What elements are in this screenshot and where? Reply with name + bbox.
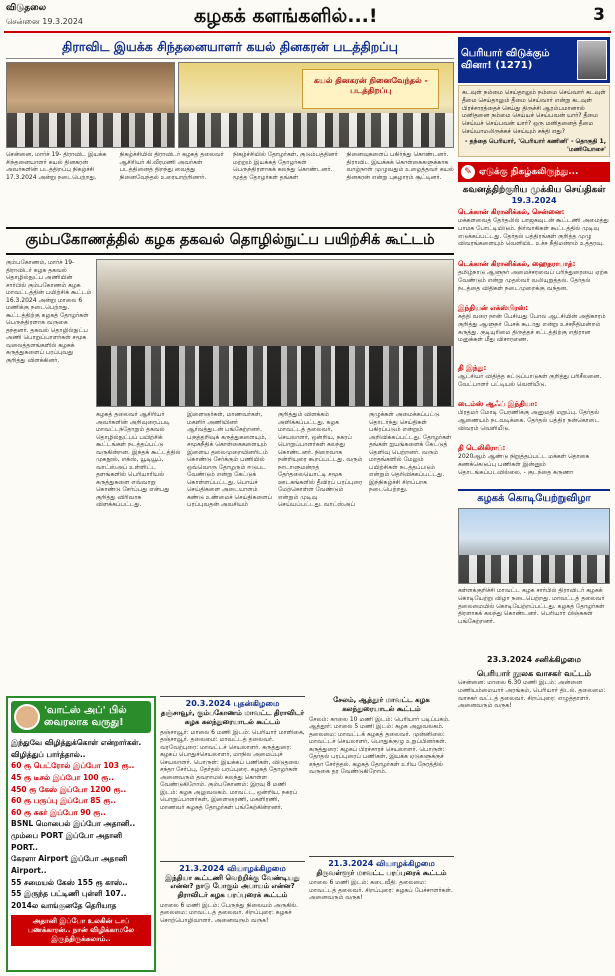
paper-name: விடுதலை <box>6 3 47 13</box>
ad-line: BSNL மொபைல் இப்போ அதானி.. <box>11 819 136 829</box>
section-title: கழகக் களங்களில்...! <box>194 5 378 27</box>
periyar-question-title: பெரியார் விடுக்கும் வினா! (1271) <box>461 48 550 71</box>
people-silhouette <box>97 346 453 406</box>
ad-line: மும்பை PORT இப்போ அதானி PORT.. <box>11 831 123 852</box>
event-listings <box>160 696 454 972</box>
news-source: தி டெலிகிராப்: <box>458 444 506 453</box>
news-text: பிரதமர் மோடி பேரணிக்கு அனுமதி மறுப்பு. தேர்தல் ஆணையம் நடவடிக்கை. தேர்தல் பத்திர நன்கொடை விவரம் வெளியீடு. <box>458 409 600 432</box>
story2-lead: கும்பகோணம், மார்ச் 19- திராவிடர் கழக தகவல் தொழில்நுட்ப அணியின் சார்பில் கும்பகோணம் கழக மாவட்டத்தின் பயிற்சிக் கூட்டம் 16.3.2024 அன்று மாலை 6 மணிக்கு நடைபெற்றது. கூட்டத்திற்கு கழகத் தோழர்கள் பெருந்திரளாக வருகை தந்தனர். தகவல் தொழில்நுட்ப அணி பொறுப்பாளர்கள் சமூக வலைத்தளங்களில் கழகக் கருத்துகளைப் பரப்புவது குறித்து விளக்கினர். <box>6 259 92 364</box>
periyar-question-header <box>458 37 610 83</box>
periyar-portrait-icon <box>577 40 607 80</box>
news-text: ஆட்சியர் விதித்த கட்டுப்பாடுகள் குறித்து பரிசீலனை. வேட்பாளர் பட்டியல் வெளியீடு. <box>458 373 602 389</box>
event-text: மாலை 6 மணி இடம்: பேருந்து நிலையம் அருகில். தலைமை: மாவட்டத் தலைவர். சிறப்புரை: கழகச் சொற்பொழிவாளர். அனைவரும் வருக! <box>160 901 299 924</box>
event-text: சென்னை: மாலை 6.30 மணி இடம்: அன்னை மணியம்மையார் அரங்கம், பெரியார் திடல். தலைமை: வாசகர் வட்டத் தலைவர். சிறப்புரை: எழுத்தாளர். அனைவரும் வருக! <box>458 679 606 710</box>
ad-line: 450 ரூ கேஸ் இப்போ 1200 ரூ.. <box>11 784 127 794</box>
event-photo-right <box>178 62 454 148</box>
event-title: சேலம், ஆத்தூர் மாவட்ட கழக கலந்துரையாடல் கூட்டம் <box>333 696 430 713</box>
event-banner: கயல் தினகரன் நினைவேந்தல் - படத்திறப்பு <box>302 69 439 109</box>
news-source: தி இந்து: <box>458 364 487 373</box>
ad-line: 2014ல வாங்குனதே தெரியாத <box>11 900 117 910</box>
people-silhouette <box>459 555 609 583</box>
event-text: தஞ்சாவூர்: மாலை 6 மணி இடம்: பெரியார் மாளிகை, தஞ்சாவூர். தலைமை: மாவட்டத் தலைவர். வரவேற்புரை: மாவட்டச் செயலாளர். கருத்துரை: கழகப் பொதுச்செயலாளர், மாநில அமைப்புச் செயலாளர். பொருள்: இயக்கப் பணிகள், விடுதலை சந்தா சேர்ப்பு, தேர்தல் பரப்புரை. கழகத் தோழர்கள் அனைவரும் தவறாமல் கலந்து கொள்ள வேண்டுகிறோம். கும்பகோணம்: இரவு 8 மணி இடம்: கழக அலுவலகம். மாவட்ட, ஒன்றிய, நகரப் பொறுப்பாளர்கள், இளைஞரணி, மகளிரணி, மாணவர் கழகத் தோழர்கள் பங்கேற்கின்றனர். <box>160 728 305 811</box>
event-column-1 <box>160 696 305 972</box>
event-title: தஞ்சாவூர், கும்பகோணம் மாவட்ட திராவிடர் கழக கலந்துரையாடல் கூட்டம் <box>160 709 305 726</box>
event-photo-left <box>6 62 175 148</box>
news-source: டெக்கான் கிரானிக்கல், சென்னை: <box>458 208 565 217</box>
page-number: 3 <box>593 5 605 25</box>
event-title: இந்தியா கூட்டணி வெற்றிக்கு வேண்டியது என்ன? நாடு போகும் அபாயம் என்ன? திராவிடர் கழக பரப்புரைக் கூட்டம் <box>165 873 300 899</box>
press-digest-bar <box>458 162 610 182</box>
event-date: 23.3.2024 சனிக்கிழமை <box>487 655 581 665</box>
flag-hoisting-title: கழகக் கொடியேற்றுவிழா <box>458 489 610 505</box>
ad-line: கேரளா Airport இப்போ அதானி Airport.. <box>11 854 128 875</box>
event-title: பெரியார் நூலக வாசகர் வட்டம் <box>476 669 592 679</box>
event-text: மாலை 6 மணி இடம்: கடைவீதி. தலைமை: மாவட்டத் தலைவர். சிறப்புரை: கழகப் பேச்சாளர்கள். அனைவரும் வருக! <box>309 879 453 902</box>
whatsapp-ad <box>6 696 156 972</box>
event-column-2 <box>309 696 454 972</box>
news-text: தமிழ்நாடு ஆளுநர் அமைச்சரவைப் பரிந்துரையை ஏற்க வேண்டும் என்று முதல்வர் வலியுறுத்தல். தேர்தல் நடத்தை விதிகள் நடைமுறைக்கு வந்தன. <box>458 269 608 292</box>
quote-text: கடவுள் நம்மை செய்தாலும் நம்மை செய்வார் கடவுள் தீமை செய்தாலும் தீமை செய்வார் என்று கடவுள் பிரச்சாரத்தைச் செய்து திருச்சி ஆரம்பமானால் மனிதனை நம்மை செய்யச் செய்பவன் யார்? தீமை செய்யச் செய்பவன் யார்? ஒரு மனிதனைத் தீமை செய்யாமலிருக்கச் செய்யும் சக்தி எது? <box>462 89 606 135</box>
ad-banner-text: 'வாட்ஸ் அப்' பில் வைரலாக வருது! <box>44 705 127 728</box>
news-title: கவனத்திற்குரிய முக்கிய செய்திகள் <box>462 185 606 196</box>
masthead <box>4 3 611 33</box>
news-text: 2020ஆம் ஆண்டு நிறுத்தப்பட்ட மக்கள் தொகை கணக்கெடுப்பு பணிகள் இன்னும் தொடங்கப்படவில்லை. - குடந்தை கருணா <box>458 453 590 476</box>
people-silhouette <box>7 113 174 147</box>
event-title: திருவள்ளூர் மாவட்ட பரப்புரைக் கூட்டம் <box>316 868 447 877</box>
ad-line: 45 ரூ டீசல் இப்போ 100 ரூ.. <box>11 772 114 782</box>
news-source: இந்தியன் எக்ஸ்பிரஸ்: <box>458 304 529 313</box>
event-date: 21.3.2024 வியாழக்கிழமை <box>309 856 454 869</box>
portrait-icon <box>14 704 40 730</box>
quote-attribution: - தந்தை பெரியார், 'பெரியார் கணினி' - தொகுதி 1, 'மணியோசை' <box>465 137 606 153</box>
news-text: சுத்தி வரை நான் பேசியது போல ஆட்சியின் அதிகாரம் குறித்து ஆளுநர் பேசக் கூடாது என்று உச்சநீதிமன்றம் கருத்து. குடியுரிமை திருத்தச் சட்டத்திற்கு எதிரான மனுக்கள் மீது விசாரணை. <box>458 313 606 344</box>
story1-caption: சென்னை, மார்ச் 19- திராவிட இயக்க சிந்தனையாளர் கயல் தினகரன் அவர்களின் படத்திறப்பு நிகழ்ச்சி 17.3.2024 அன்று நடைபெற்றது. நிகழ்ச்சியில் திராவிடர் கழகத் தலைவர் ஆசிரியர் கி.வீரமணி அவர்கள் படத்தினைத் திறந்து வைத்து நினைவேந்தல் உரையாற்றினார். நிகழ்ச்சியில் தோழர்கள், குடும்பத்தினர் மற்றும் இயக்கத் தோழர்கள் பெருந்திரளாகக் கலந்து கொண்டனர். மூத்த தோழர்கள் தங்கள் நினைவுகளைப் பகிர்ந்து கொண்டனர். திராவிட இயக்கக் கொள்கைகளுக்காக வாழ்நாள் முழுவதும் உழைத்தவர் கயல் தினகரன் என்று புகழாரம் சூட்டினர். <box>6 151 454 181</box>
story2-text: கழகத் தலைவர் ஆசிரியர் அவர்களின் அறிவுரைப்படி மாவட்டந்தோறும் தகவல் தொழில்நுட்பப் பயிற்சிக் கூட்டங்கள் நடத்தப்பட்டு வருகின்றன. இந்தக் கூட்டத்தில் முகநூல், எக்ஸ், யூடியூப், வாட்ஸ்அப் உள்ளிட்ட தளங்களில் பெரியாரியல் கருத்துகளை எவ்வாறு கொண்டு சேர்ப்பது என்பது குறித்து விரிவாக விளக்கப்பட்டது. இளைஞர்கள், மாணவர்கள், மகளிர் அணியினர் ஆர்வத்துடன் பங்கேற்றனர். பகுத்தறிவுக் கருத்துகளையும், சமூகநீதிக் கொள்கைகளையும் இளைய தலைமுறையினரிடம் கொண்டு சேர்க்கும் பணியில் ஒவ்வொரு தோழரும் ஈடுபட வேண்டும் என்று கேட்டுக் கொள்ளப்பட்டது. பொய்ச் செய்திகளை அடையாளம் கண்டு உண்மைச் செய்திகளைப் பரப்புவதன் அவசியம் குறித்தும் விளக்கம் அளிக்கப்பட்டது. கழக மாவட்டத் தலைவர், செயலாளர், ஒன்றிய, நகரப் பொறுப்பாளர்கள் கலந்து கொண்டனர். நிறைவாக நன்றியுரை கூறப்பட்டது. வரும் நாடாளுமன்றத் தேர்தலையொட்டி சமூக ஊடகங்களில் தீவிரப் பரப்புரை மேற்கொள்ள வேண்டும் என்றும் முடிவு செய்யப்பட்டது. வாட்ஸ்அப் குழுக்கள் அமைக்கப்பட்டு தொடர்ந்து செய்திகள் பகிரப்படும் என்றும் அறிவிக்கப்பட்டது. தோழர்கள் தங்கள் ஐயங்களைக் கேட்டுத் தெளிவு பெற்றனர். வரும் மாதங்களில் மேலும் பயிற்சிகள் நடத்தப்படும் என்றும் தெரிவிக்கப்பட்டது. இந்நிகழ்ச்சி சிறப்பாக நடைபெற்றது. <box>96 411 452 508</box>
ad-line: 60 ரூ சுகர் இப்போ 90 ரூ.. <box>11 807 106 817</box>
ad-banner <box>11 701 151 733</box>
story2-headline: கும்பகோணத்தில் கழக தகவல் தொழில்நுட்ப பயிற்சிக் கூட்டம் <box>6 227 454 255</box>
bottom-row <box>6 696 454 972</box>
flag-hoisting-text: கள்ளக்குறிச்சி மாவட்ட கழக சார்பில் திராவிடர் கழகக் கொடியேற்று விழா நடைபெற்றது. மாவட்டத் தலைவர் தலைமையில் கொடியேற்றப்பட்டது. கழகத் தோழர்கள் திரளாகக் கலந்து கொண்டனர். பெரியார் பிஞ்சுகள் பங்கேற்றனர். <box>458 587 605 626</box>
story1-photos <box>6 62 454 148</box>
periyar-quote <box>458 85 610 157</box>
event-text: சேலம்: காலை 10 மணி இடம்: பெரியார் படிப்பகம். ஆத்தூர்: மாலை 5 மணி இடம்: கழக அலுவலகம். தலைமை: மாவட்டக் கழகத் தலைவர். முன்னிலை: மாவட்டச் செயலாளர், பொதுக்குழு உறுப்பினர்கள். கருத்துரை: கழகப் பிரச்சாரச் செயலாளர். பொருள்: தேர்தல் பரப்புரைப் பணிகள், இயக்க ஏடுகளுக்குச் சந்தா சேர்த்தல். கழகத் தோழர்கள் உரிய நேரத்தில் வருகை தர வேண்டுகிறோம். <box>309 715 450 775</box>
meeting-photo <box>96 259 454 407</box>
ad-lines <box>11 737 151 911</box>
issue-date: சென்னை 19.3.2024 <box>6 17 83 26</box>
right-column <box>458 37 610 719</box>
news-text: மக்களவைத் தேர்தலில் பாஜகவுடன் கூட்டணி அமைத்து பாமக போட்டியிடும். நிர்வாகிகள் கூட்டத்தில் முடிவு எடுக்கப்பட்டது. தேர்தல் பத்திரங்கள் குறித்த முழு விவரங்களையும் வெளியிட உச்ச நீதிமன்றம் உத்தரவு. <box>458 217 609 248</box>
news-icon: ✎ <box>461 165 475 179</box>
story2-body <box>6 259 454 715</box>
ad-subintro: விழித்துப் பார்த்தால்.. <box>11 749 86 759</box>
news-source: டைம்ஸ் ஆஃப் இந்தியா: <box>458 400 538 409</box>
news-date: 19.3.2024 <box>511 196 557 206</box>
ad-line: 55 சமையல் கேஸ் 155 ரூ காஸ்.. <box>11 877 128 887</box>
ad-intro: இந்துவே விழித்துக்கொள் என்றார்கள். <box>11 738 142 747</box>
flag-hoisting-photo <box>458 508 610 584</box>
press-digest-label: ஏடுக்கு நிகழ்கலிருந்து... <box>479 166 579 177</box>
story2-main <box>96 259 454 715</box>
news-source: டெக்கான் கிரானிக்கல், ஹைதராபாத்: <box>458 260 576 269</box>
people-silhouette <box>179 113 453 147</box>
ad-line: 55 இருந்த பட்டிணி புள்ளி 107.. <box>11 889 127 899</box>
ad-line: 60 ரூ பருப்பு இப்போ 85 ரூ.. <box>11 796 117 806</box>
event-date: 21.3.2024 வியாழக்கிழமை <box>160 861 305 874</box>
story1-headline: திராவிட இயக்க சிந்தனையாளர் கயல் தினகரன் படத்திறப்பு <box>6 37 454 59</box>
left-column <box>6 37 454 715</box>
event-date: 20.3.2024 புதன்கிழமை <box>160 696 305 709</box>
ad-footer: அதானி இப்போ உலகின் டாப் பணக்காரன்.. நான் விழிக்காமலே இருந்திருக்கலாம்.. <box>11 915 151 946</box>
ad-line: 60 ரூ பெட்ரோல் இப்போ 103 ரூ.. <box>11 761 135 771</box>
